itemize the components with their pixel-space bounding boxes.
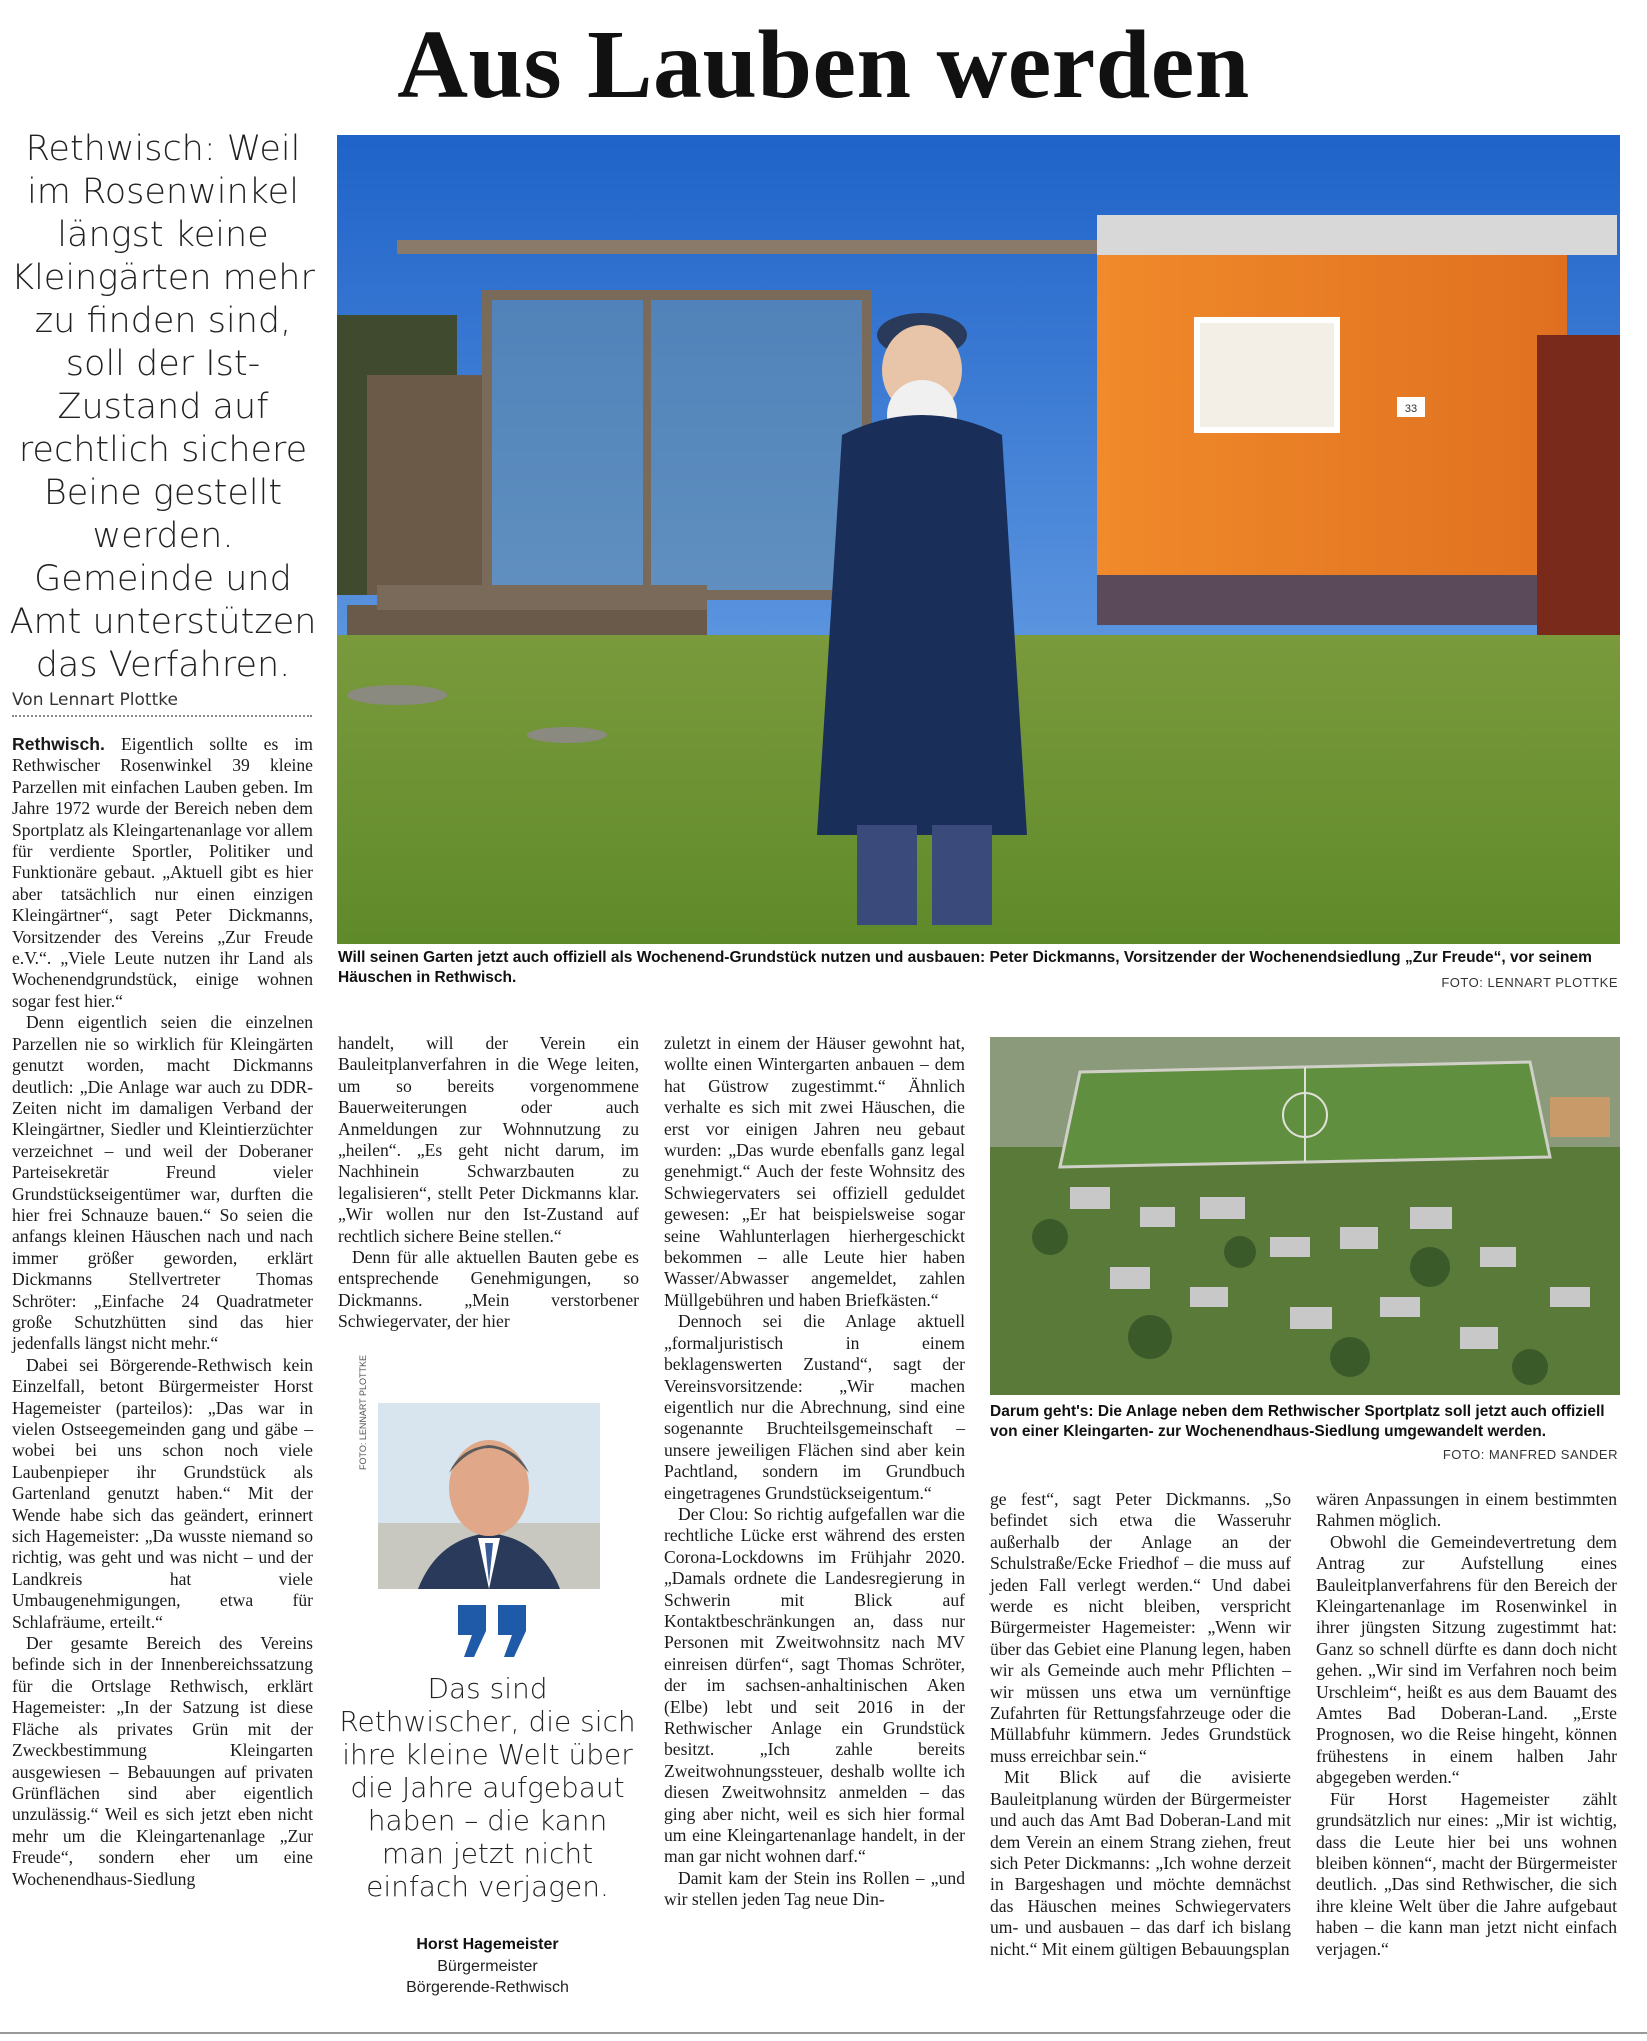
portrait-illustration	[378, 1403, 600, 1589]
paragraph: Denn für alle aktuellen Bauten gebe es entsprechende Genehmigungen, so Dickmanns. „Mein verstorbener Schwiegervater, der hier	[338, 1247, 639, 1332]
portrait-photo	[378, 1403, 600, 1589]
paragraph: handelt, will der Verein ein Bauleitplanverfahren in die Wege leiten, um so bereits vorgenommene Bauerweiterungen oder auch Anmeldungen zur Wohnnutzung zu „heilen“. „Es geht nicht darum, im Nachhinein Schwarzbauten zu legalisieren“, stellt Peter Dickmanns klar. „Wir wollen nur den Ist-Zustand auf rechtlich sichere Beine stellen.“	[338, 1033, 639, 1246]
article-column-2	[338, 1033, 639, 1333]
quote-mark-icon	[453, 1600, 533, 1660]
dateline: Rethwisch.	[12, 734, 105, 754]
quote-author-place: Börgerende-Rethwisch	[406, 1979, 569, 1996]
paragraph: Für Horst Hagemeister zählt grundsätzlich nur eines: „Mir ist wichtig, dass die Leute hier bei uns wohnen bleiben können“, macht der Bürgermeister deutlich. „Das sind Rethwischer, die sich ihre kleine Welt über die Jahre aufgebaut haben – die kann man jetzt nicht einfach verjagen.“	[1316, 1788, 1617, 1959]
pull-quote: Das sind Rethwischer, die sich ihre kleine Welt über die Jahre aufgebaut haben – die kann man jetzt nicht einfach verjagen.	[339, 1672, 636, 1903]
byline: Von Lennart Plottke	[12, 690, 312, 717]
article-column-3	[664, 1033, 965, 1911]
paragraph: Dennoch sei die Anlage aktuell „formaljuristisch in einem beklagenswerten Zustand“, sagt der Vereinsvorsitzende: „Wir machen eigentlich nur die Abrechnung, sind eine sogenannte Bruchteilsgemeinschaft – unsere jeweiligen Flächen sind aber kein Pachtland, sondern im Grundbuch eingetragenes Grundstückseigentum.“	[664, 1311, 965, 1503]
quote-author-title: Bürgermeister	[437, 1958, 538, 1975]
paragraph: Obwohl die Gemeindevertretung dem Antrag zur Aufstellung eines Bauleitplanverfahrens für den Bereich der Kleingartenanlage im Rosenwinkel in ihrer jüngsten Sitzung zugestimmt hat: Ganz so schnell dürfte es dann doch nicht gehen. „Wir sind im Verfahren noch beim Urschleim“, heißt es aus dem Bauamt des Amtes Bad Doberan-Land. „Erste Prognosen, wo die Reise hingeht, können frühestens in einem halben Jahr abgegeben werden.“	[1316, 1531, 1617, 1788]
paragraph: Mit Blick auf die avisierte Bauleitplanung würden der Bürgermeister und auch das Amt Bad Doberan-Land mit dem Verein an einem Strang ziehen, freut sich Peter Dickmanns: „Ich wohne derzeit in Bargeshagen und möchte demnächst das Häuschen meines Schwiegervaters um- und ausbauen – das darf ich bislang nicht.“ Mit einem gültigen Bebauungsplan	[990, 1767, 1291, 1959]
bottom-rule	[0, 2032, 1647, 2034]
portrait-credit: FOTO: LENNART PLOTTKE	[358, 1354, 368, 1470]
paragraph: Der gesamte Bereich des Vereins befinde sich in der Innenbereichssatzung für die Ortslage Rethwisch, erklärt Hagemeister: „In der Satzung ist diese Fläche als privates Grün mit der Zweckbestimmung Kleingarten ausgewiesen – Bebauungen auf privaten Grünflächen sind aber eigentlich unzulässig.“ Weil es sich jetzt eben nicht mehr um die Kleingartenanlage „Zur Freude“, sondern eher um eine Wochenendhaus-Siedlung	[12, 1633, 313, 1889]
headline: Aus Lauben werden	[397, 11, 1250, 119]
paragraph: Der Clou: So richtig aufgefallen war die rechtliche Lücke erst während des ersten Corona-Lockdowns im Frühjahr 2020. „Damals ordnete die Landesregierung in Schwerin mit Blick auf Kontaktbeschränkungen an, dass nur Personen mit Zweitwohnsitz nach MV einreisen dürfen“, sagt Thomas Schröter, der im sachsen-anhaltinischen Aken (Elbe) lebt und seit 2016 in der Rethwischer Anlage ein Grundstück besitzt. „Ich zahle bereits Zweitwohnungssteuer, deshalb wollte ich diesen Zweitwohnsitz anmelden – das ging aber nicht, weil es sich hier formal um eine Kleingartenanlage handelt, in der man gar nicht wohnen darf.“	[664, 1503, 965, 1867]
paragraph: ge fest“, sagt Peter Dickmanns. „So befindet sich etwa die Wasseruhr außerhalb der Anlage an der Schulstraße/Ecke Friedhof – die muss auf jeden Fall verlegt werden.“ Und dabei werde es nicht bleiben, verspricht Bürgermeister Hagemeister: „Wenn wir über das Gebiet eine Planung legen, haben wir als Gemeinde auch mehr Pflichten – wir müssen uns etwa um vernünftige Zufahrten für Rettungsfahrzeuge oder die Müllabfuhr kümmern. Jedes Grundstück muss erreichbar sein.“	[990, 1489, 1291, 1766]
house-number: 33	[1404, 403, 1418, 415]
paragraph: Dabei sei Börgerende-Rethwisch kein Einzelfall, betont Bürgermeister Horst Hagemeister (parteilos): „Das war in vielen Ostseegemeinden gang und gäbe – wobei bei uns schon noch viele Laubenpieper ihr Grundstück als Gartenland genutzt haben.“ Mit der Wende habe sich das geändert, erinnert sich Hagemeister: „Da wusste niemand so richtig, was geht und was nicht – und der Landkreis hat viele Umbaugenehmigungen, etwa für Schlafräume, erteilt.“	[12, 1354, 313, 1632]
quote-author-name: Horst Hagemeister	[416, 1936, 559, 1953]
aerial-photo-caption: Darum geht's: Die Anlage neben dem Rethwischer Sportplatz soll jetzt auch offiziell von einer Kleingarten- zur Wochenendhaus-Siedlung umgewandelt werden.	[990, 1403, 1605, 1440]
article-column-4	[990, 1489, 1291, 1960]
paragraph: wären Anpassungen in einem bestimmten Rahmen möglich.	[1316, 1489, 1617, 1531]
aerial-photo	[990, 1037, 1620, 1395]
teaser: Rethwisch: Weil im Rosenwinkel längst keine Kleingärten mehr zu finden sind, soll der Ist-Zustand auf rechtlich sichere Beine gestellt werden. Gemeinde und Amt unterstützen das Verfahren.	[9, 129, 317, 685]
aerial-photo-credit: FOTO: MANFRED SANDER	[1442, 1447, 1618, 1462]
main-photo-credit: FOTO: LENNART PLOTTKE	[1441, 975, 1618, 990]
main-photo-illustration	[337, 135, 1620, 944]
paragraph: Damit kam der Stein ins Rollen – „und wir stellen jeden Tag neue Din-	[664, 1867, 965, 1910]
aerial-photo-illustration	[990, 1037, 1620, 1395]
main-photo	[337, 135, 1620, 944]
article-column-5	[1316, 1489, 1617, 1960]
main-photo-caption: Will seinen Garten jetzt auch offiziell als Wochenend-Grundstück nutzen und ausbauen: Peter Dickmanns, Vorsitzender der Wochenendsiedlung „Zur Freude“, vor seinem Häuschen in Rethwisch.	[338, 949, 1592, 986]
paragraph	[12, 734, 313, 1012]
paragraph: Denn eigentlich seien die einzelnen Parzellen nie so wirklich für Kleingärten genutzt worden, macht Dickmanns deutlich: „Die Anlage war auch zu DDR-Zeiten nicht im damaligen Verband der Kleingärtner, Siedler und Kleintierzüchter verzeichnet – und weil der Doberaner Parteisekretär Freund vieler Grundstückseigentümer war, durften die hier frei Schnauze bauen.“ So seien die anfangs kleinen Häuschen nach und nach immer größer geworden, erklärt Dickmanns Stellvertreter Thomas Schröter: „Einfache 24 Quadratmeter große Schutzhütten sind das hier jedenfalls längst nicht mehr.“	[12, 1012, 313, 1354]
paragraph-text: Eigentlich sollte es im Rethwischer Rosenwinkel 39 kleine Parzellen mit einfachen Lauben geben. Im Jahre 1972 wurde der Bereich neben dem Sportplatz als Kleingartenanlage vor allem für verdiente Sportler, Politiker und Funktionäre gebaut. „Aktuell gibt es hier aber tatsächlich nur einen einzigen Kleingärtner“, sagt Peter Dickmanns, Vorsitzender des Vereins „Zur Freude e.V.“. „Viele Leute nutzen ihr Land als Wochenendgrundstück, einige wohnen sogar fest hier.“	[12, 734, 313, 1011]
paragraph: zuletzt in einem der Häuser gewohnt hat, wollte einen Wintergarten anbauen – dem hat Güstrow zugestimmt.“ Ähnlich verhalte es sich mit zwei Häuschen, die erst vor einigen Jahren neu gebaut wurden: „Das wurde ebenfalls ganz legal genehmigt.“ Auch der feste Wohnsitz des Schwiegervaters sei offiziell geduldet gewesen: „Er hat beispielsweise sogar seine Wahlunterlagen hierhergeschickt bekommen – alle Leute hier haben Wasser/Abwasser angemeldet, zahlen Müllgebühren und haben Briefkästen.“	[664, 1033, 965, 1310]
quote-author-role	[335, 1956, 640, 1998]
article-column-1	[12, 734, 313, 1890]
